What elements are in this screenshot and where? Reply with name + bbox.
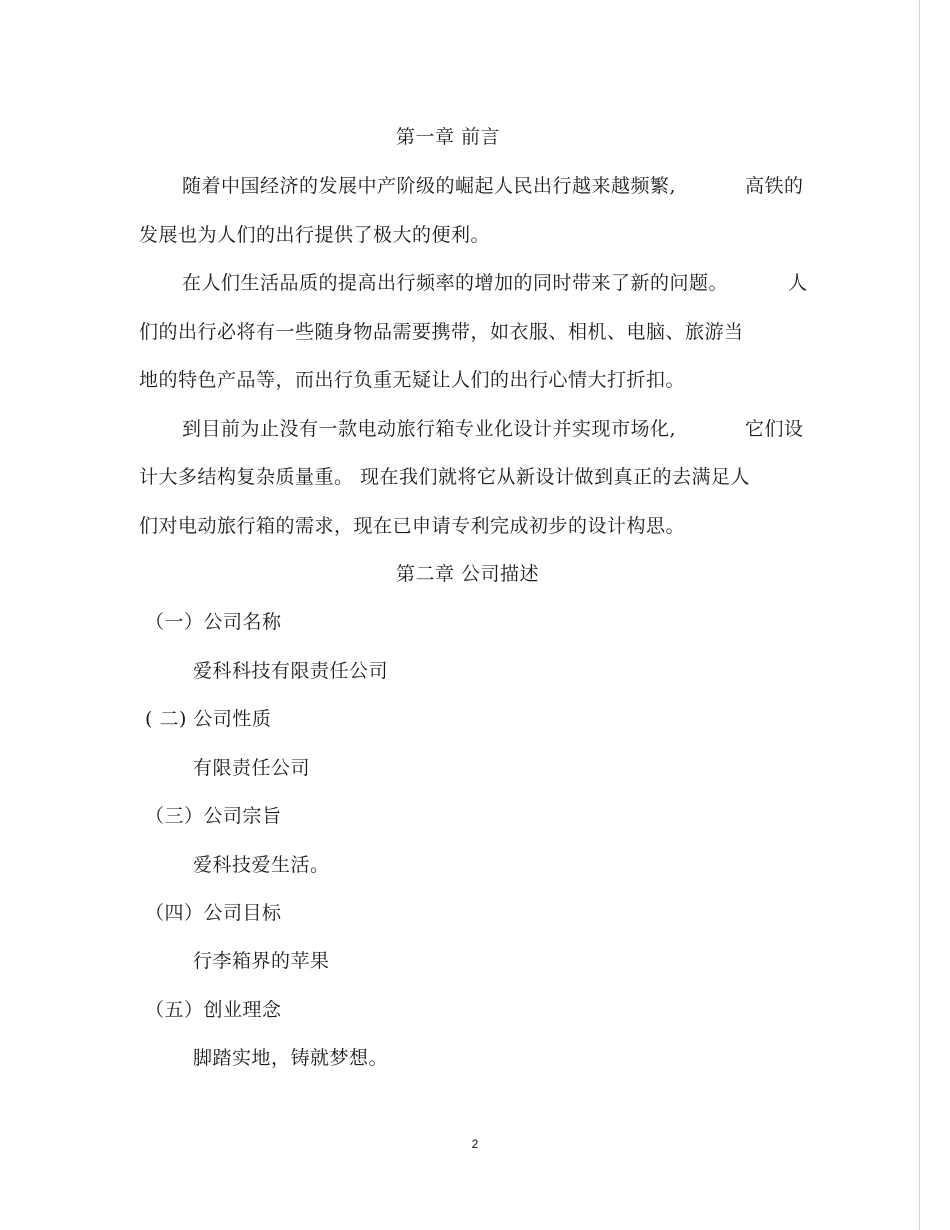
chapter-1-paragraph-1-line-1b: 高铁的 — [745, 175, 804, 197]
page-number: 2 — [471, 1137, 479, 1151]
chapter-1-paragraph-3-line-1a: 到目前为止没有一款电动旅行箱专业化设计并实现市场化, — [182, 418, 677, 440]
chapter-1-paragraph-2-line-3: 地的特色产品等，而出行负重无疑让人们的出行心情大打折扣。 — [139, 369, 686, 391]
chapter-1-paragraph-2-line-1a: 在人们生活品质的提高出行频率的增加的同时带来了新的问题。 — [182, 272, 729, 294]
chapter-1-paragraph-3-line-2: 计大多结构复杂质量重。 现在我们就将它从新设计做到真正的去满足人 — [139, 466, 751, 488]
section-heading-company-goal: （四）公司目标 — [145, 902, 282, 924]
chapter-1-paragraph-1-line-1a: 随着中国经济的发展中产阶级的崛起人民出行越来越频繁, — [182, 175, 677, 197]
chapter-1-paragraph-3-line-3: 们对电动旅行箱的需求，现在已申请专利完成初步的设计构思。 — [139, 515, 686, 537]
chapter-1-paragraph-3-line-1b: 它们设 — [745, 418, 804, 440]
section-content-business-philosophy: 脚踏实地，铸就梦想。 — [193, 1047, 389, 1069]
section-heading-company-name: （一）公司名称 — [145, 611, 282, 633]
page-edge-divider — [919, 0, 920, 1230]
section-heading-company-purpose: （三）公司宗旨 — [145, 805, 282, 827]
section-content-company-nature: 有限责任公司 — [193, 757, 311, 779]
chapter-2-title: 第二章 公司描述 — [396, 563, 540, 585]
chapter-1-title: 第一章 前言 — [396, 126, 501, 148]
section-heading-business-philosophy: （五）创业理念 — [145, 999, 282, 1021]
section-content-company-goal: 行李箱界的苹果 — [193, 950, 330, 972]
chapter-1-paragraph-2-line-1b: 人 — [788, 272, 808, 294]
section-heading-company-nature: ( 二) 公司性质 — [145, 708, 272, 730]
section-content-company-purpose: 爱科技爱生活。 — [193, 854, 330, 876]
section-content-company-name: 爱科科技有限责任公司 — [193, 660, 389, 682]
chapter-1-paragraph-1-line-2: 发展也为人们的出行提供了极大的便利。 — [139, 224, 491, 246]
chapter-1-paragraph-2-line-2: 们的出行必将有一些随身物品需要携带，如衣服、相机、电脑、旅游当 — [139, 321, 744, 343]
